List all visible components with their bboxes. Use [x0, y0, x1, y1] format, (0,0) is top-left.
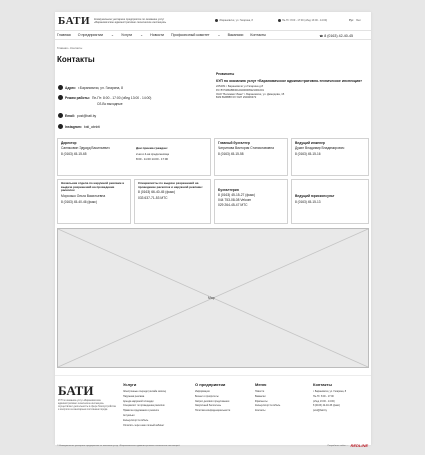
requisites-line: Р/с BY51BLBB30120200006921001001: [216, 89, 264, 92]
contact-email: Email: post@bati.by: [58, 113, 96, 118]
requisites-heading: Реквизиты: [216, 72, 235, 76]
map-placeholder[interactable]: [57, 228, 369, 368]
requisites-line: ОАО "Белинвестбанк" г. Барановичи, ул. Демидова, 15: [216, 92, 285, 96]
footer-menu: Меню Новости Вакансии Фрагменты Калькулятор Сетибэль Контакты: [255, 382, 281, 413]
footer-link[interactable]: Правила содержания и ремонта: [123, 409, 159, 413]
logo[interactable]: БАТИ: [58, 15, 90, 27]
footer-contact[interactable]: 8 (0163) 42-40-45 (факс): [313, 404, 340, 408]
footer-link[interactable]: Бизнес и приоритеты: [195, 394, 219, 398]
footer-link[interactable]: Наружная реклама: [123, 394, 145, 398]
footer-about: О предприятии Информация Бизнес и приоритеты Запрос делового предложения Закупочный бюллетень Политика конфиденциальности: [195, 382, 231, 413]
requisites: [216, 72, 366, 100]
footer-contact: г. Барановичи, ул. Гагарина, 8: [313, 390, 347, 393]
footer-link[interactable]: Фрагменты: [255, 399, 268, 403]
contact-hours: Режим работы: Пн-Пт: 8:00 - 17:00 (обед 13:00 - 14:00): [58, 95, 151, 100]
instagram-icon: [58, 124, 63, 129]
breadcrumb[interactable]: Главная › Контакты: [57, 46, 83, 50]
card-legal-advisor: Ведущий юрисконсульт 8 (0163) 45-15-13: [291, 179, 369, 224]
contact-address: Адрес: г.Барановичи, ул. Гагарина, 8: [58, 85, 123, 90]
footer: [55, 375, 371, 448]
nav-phone[interactable]: ☎ 8 (0163) 42-40-45: [319, 34, 353, 38]
footer-contact[interactable]: post@bati.by: [313, 409, 327, 413]
nav-contacts[interactable]: Контакты: [250, 33, 266, 37]
footer-contacts: Контакты г. Барановичи, ул. Гагарина, 8 Пн-Пт: 8:00 - 17:00 (обед 13:00 - 14:00) 8 (0163) 42-40-45 (факс) post@bati.by: [313, 382, 347, 413]
footer-link[interactable]: Электронные очереди (онлайн запись): [123, 390, 167, 393]
nav-services[interactable]: Услуги ⌄: [121, 33, 144, 37]
footer-link[interactable]: Вакансии: [255, 394, 266, 398]
clock-icon: [58, 95, 63, 100]
footer-link[interactable]: Оплатить через наш личный кабинет: [123, 423, 165, 427]
clock-icon: [278, 19, 281, 22]
card-lead-engineer: Ведущий инженер Дукин Владимир Владимирович 8 (0163) 45-15-16: [291, 138, 369, 176]
footer-link[interactable]: Калькулятор Сетибэль: [123, 418, 149, 422]
header-hours: Пн-Пт: 8:00 - 17:00 (обед 13:00 - 14:00): [278, 19, 327, 22]
footer-link[interactable]: Информация: [195, 390, 210, 393]
page: [55, 12, 371, 448]
nav-union[interactable]: Профсоюзный комитет ⌄: [171, 33, 221, 37]
footer-link[interactable]: Запрос делового предложения: [195, 399, 230, 403]
developer-credit[interactable]: Разработка сайта — REDLINE: [327, 443, 368, 448]
nav-vacancies[interactable]: Вакансии: [227, 33, 244, 37]
location-icon: [58, 85, 63, 90]
footer-logo[interactable]: БАТИ: [58, 383, 94, 398]
card-chief-accountant: Главный бухгалтер Чигринова Виктория Станиславовна 8 (0163) 45-15-58: [214, 138, 288, 176]
footer-contact: (обед 13:00 - 14:00): [313, 399, 335, 403]
card-director: Директор Санюковин Эдуард Васильевич 8 (0163) 45-15-65 Дни приема граждан: 2-ая и 4-ая среда месяца 8:00 - 11:00 14:00 - 17:00: [57, 138, 211, 176]
lang-by[interactable]: Бел: [356, 19, 361, 22]
footer-link[interactable]: Новости: [255, 390, 265, 393]
main-nav: [55, 30, 371, 40]
location-icon: [215, 19, 218, 22]
header-address: г.Барановичи, ул. Гагарина, 8: [215, 19, 253, 22]
reception-days: Дни приема граждан: 2-ая и 4-ая среда месяца 8:00 - 11:00 14:00 - 17:00: [136, 146, 169, 161]
org-title: Коммунальное унитарное предприятие по оказанию услуг «Барановичское административно-техническое инспекция»: [94, 17, 167, 24]
card-accounting: Бухгалтерия 8 (0163) 45-15-27 (факс) 044 753-08-08 Velcom 029 264-45-47 МТС: [214, 179, 288, 224]
requisites-line: 225409 г. Барановичи ул.Гагарина д.8: [216, 85, 264, 89]
nav-news[interactable]: Новости: [150, 33, 165, 37]
footer-contact: Пн-Пт: 8:00 - 17:00: [313, 394, 334, 398]
contact-days-off: Сб-Вс выходные: [97, 102, 123, 106]
footer-link[interactable]: Закупочный бюллетень: [195, 404, 222, 408]
requisites-org: КУП по оказанию услуг «Барановичское административно-техническое инспекция»: [216, 79, 363, 83]
footer-link[interactable]: Политика конфиденциальности: [195, 409, 231, 413]
language-switcher: [349, 19, 361, 22]
card-ads-head: Начальник отдела по наружной рекламе и выдаче разрешений на проведение раскопок Морозько Ольга Васильевна 8 (0163) 45-40-46 (факс): [57, 179, 131, 224]
page-title: Контакты: [57, 55, 95, 64]
contact-instagram: Instagram: bati_abnbti: [58, 124, 100, 129]
footer-link[interactable]: Специалист по проведению раскопок: [123, 404, 165, 408]
footer-link[interactable]: Актуально: [123, 413, 135, 417]
developer-logo: REDLINE: [350, 443, 368, 448]
copyright: © Коммунальное унитарное предприятие по оказанию услуг «Барановичское административно-техническое инспекция»: [57, 445, 181, 447]
map-label: Map: [208, 296, 215, 300]
lang-ru[interactable]: Рус: [349, 19, 354, 22]
mail-icon: [58, 113, 63, 118]
footer-link[interactable]: Аренда наружной площади: [123, 399, 154, 403]
card-permits: Специалисты по выдаче разрешений на проведение раскопок и наружной рекламе: 8 (0163) 66-40-45 (факс) 033 637-71-53 МТС: [134, 179, 211, 224]
nav-about[interactable]: О предприятии ⌄: [77, 33, 115, 37]
nav-home[interactable]: Главная: [57, 33, 71, 37]
top-bar: [55, 12, 371, 30]
footer-services: Услуги Электронные очереди (онлайн запись) Наружная реклама Аренда наружной площади Специалист по проведению раскопок Правила содержания и ремонта Актуально Калькулятор Сетибэль Оплатить через наш личный кабинет: [123, 382, 167, 427]
requisites-line: БИК BLBBBY2X УНП 290406372: [216, 96, 257, 100]
footer-description: КУП по оказанию услуг «Барановичское административно-техническое инспекция» осуществляет деятельность в сфере благоустройства и контроля за санитарным состоянием города: [58, 400, 116, 411]
footer-link[interactable]: Контакты: [255, 409, 266, 413]
footer-link[interactable]: Калькулятор Сетибэль: [255, 404, 281, 408]
